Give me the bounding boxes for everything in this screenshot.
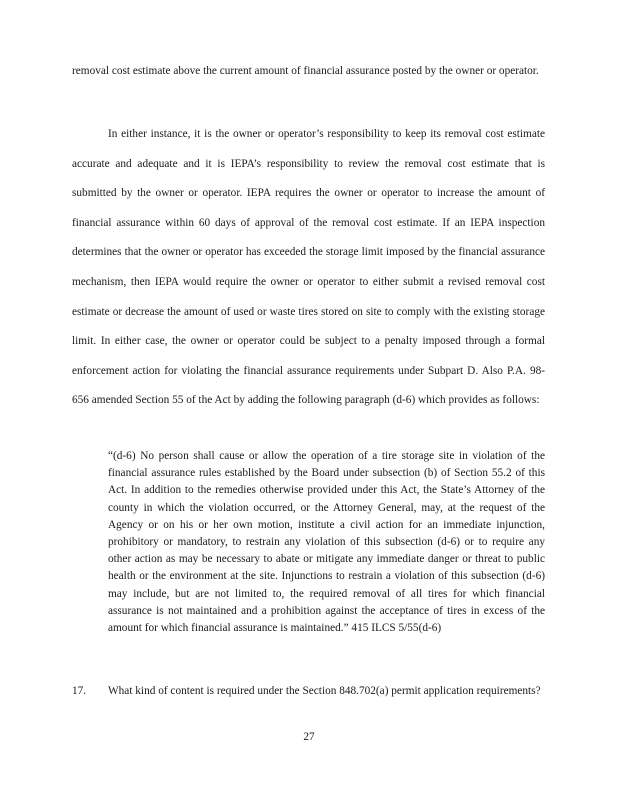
- page-number: 27: [303, 731, 315, 743]
- question-text: What kind of content is required under the Section 848.702(a) permit application requirements?: [108, 685, 541, 697]
- block-quote: “(d-6) No person shall cause or allow the operation of a tire storage site in violation of the financial assurance rules established by the Board under subsection (b) of Section 55.2 of this Act. In addition to the remedies otherwise provided under this Act, the State’s Attorney of the county in which the violation occurred, or the Attorney General, may, at the request of the Agency or on his or her own motion, institute a civil action for an immediate injunction, prohibitory or mandatory, to restrain any violation of this subsection (d-6) or to require any other action as may be necessary to abate or mitigate any immediate danger or threat to public health or the environment at the site. Injunctions to restrain a violation of this subsection (d-6) may include, but are not limited to, the required removal of all tires for which financial assurance is not maintained and a prohibition against the acceptance of tires in excess of the amount for which financial assurance is maintained.” 415 ILCS 5/55(d-6): [108, 450, 545, 635]
- continuation-paragraph: removal cost estimate above the current amount of financial assurance posted by the owner or operator.: [72, 65, 539, 77]
- body-paragraph: In either instance, it is the owner or operator’s responsibility to keep its removal cost estimate accurate and adequate and it is IEPA’s responsibility to review the removal cost estimate that is submitted by the owner or operator. IEPA requires the owner or operator to increase the amount of financial assurance within 60 days of approval of the removal cost estimate. If an IEPA inspection determines that the owner or operator has exceeded the storage limit imposed by the financial assurance mechanism, then IEPA would require the owner or operator to either submit a revised removal cost estimate or decrease the amount of used or waste tires stored on site to comply with the existing storage limit. In either case, the owner or operator could be subject to a penalty imposed through a formal enforcement action for violating the financial assurance requirements under Subpart D. Also P.A. 98-656 amended Section 55 of the Act by adding the following paragraph (d-6) which provides as follows:: [72, 128, 545, 407]
- question-number: 17.: [72, 685, 87, 697]
